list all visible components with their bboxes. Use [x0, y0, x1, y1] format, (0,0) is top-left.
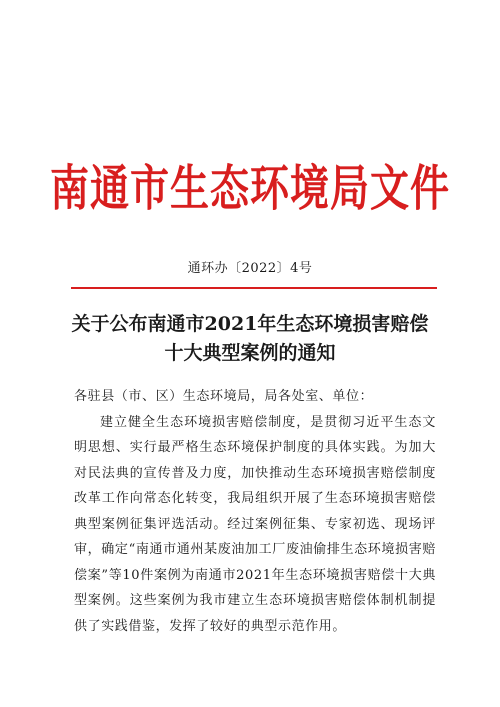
body-paragraph: 建立健全生态环境损害赔偿制度，是贯彻习近平生态文明思想、实行最严格生态环境保护制度的具体实践。为加大对民法典的宣传普及力度，加快推动生态环境损害赔偿制度改革工作向常态化转变，我局组织开展了生态环境损害赔偿典型案例征集评选活动。经过案例征集、专家初选、现场评审，确定“南通市通州某废油加工厂废油偷排生态环境损害赔偿案”等10件案例为南通市2021年生态环境损害赔偿十大典型案例。这些案例为我市建立生态环境损害赔偿体制机制提供了实践借鉴，发挥了较好的典型示范作用。 — [74, 414, 436, 634]
masthead-title: 南通市生态环境局文件 — [49, 161, 450, 218]
notice-body — [74, 384, 436, 639]
notice-title-line-1: 关于公布南通市2021年生态环境损害赔偿 — [71, 313, 429, 335]
document-number: 通环办〔2022〕4号 — [187, 261, 313, 276]
red-divider-line — [71, 287, 437, 289]
notice-title — [0, 310, 500, 368]
notice-title-line-2: 十大典型案例的通知 — [164, 342, 336, 364]
salutation: 各驻县（市、区）生态环境局，局各处室、单位： — [74, 389, 374, 404]
